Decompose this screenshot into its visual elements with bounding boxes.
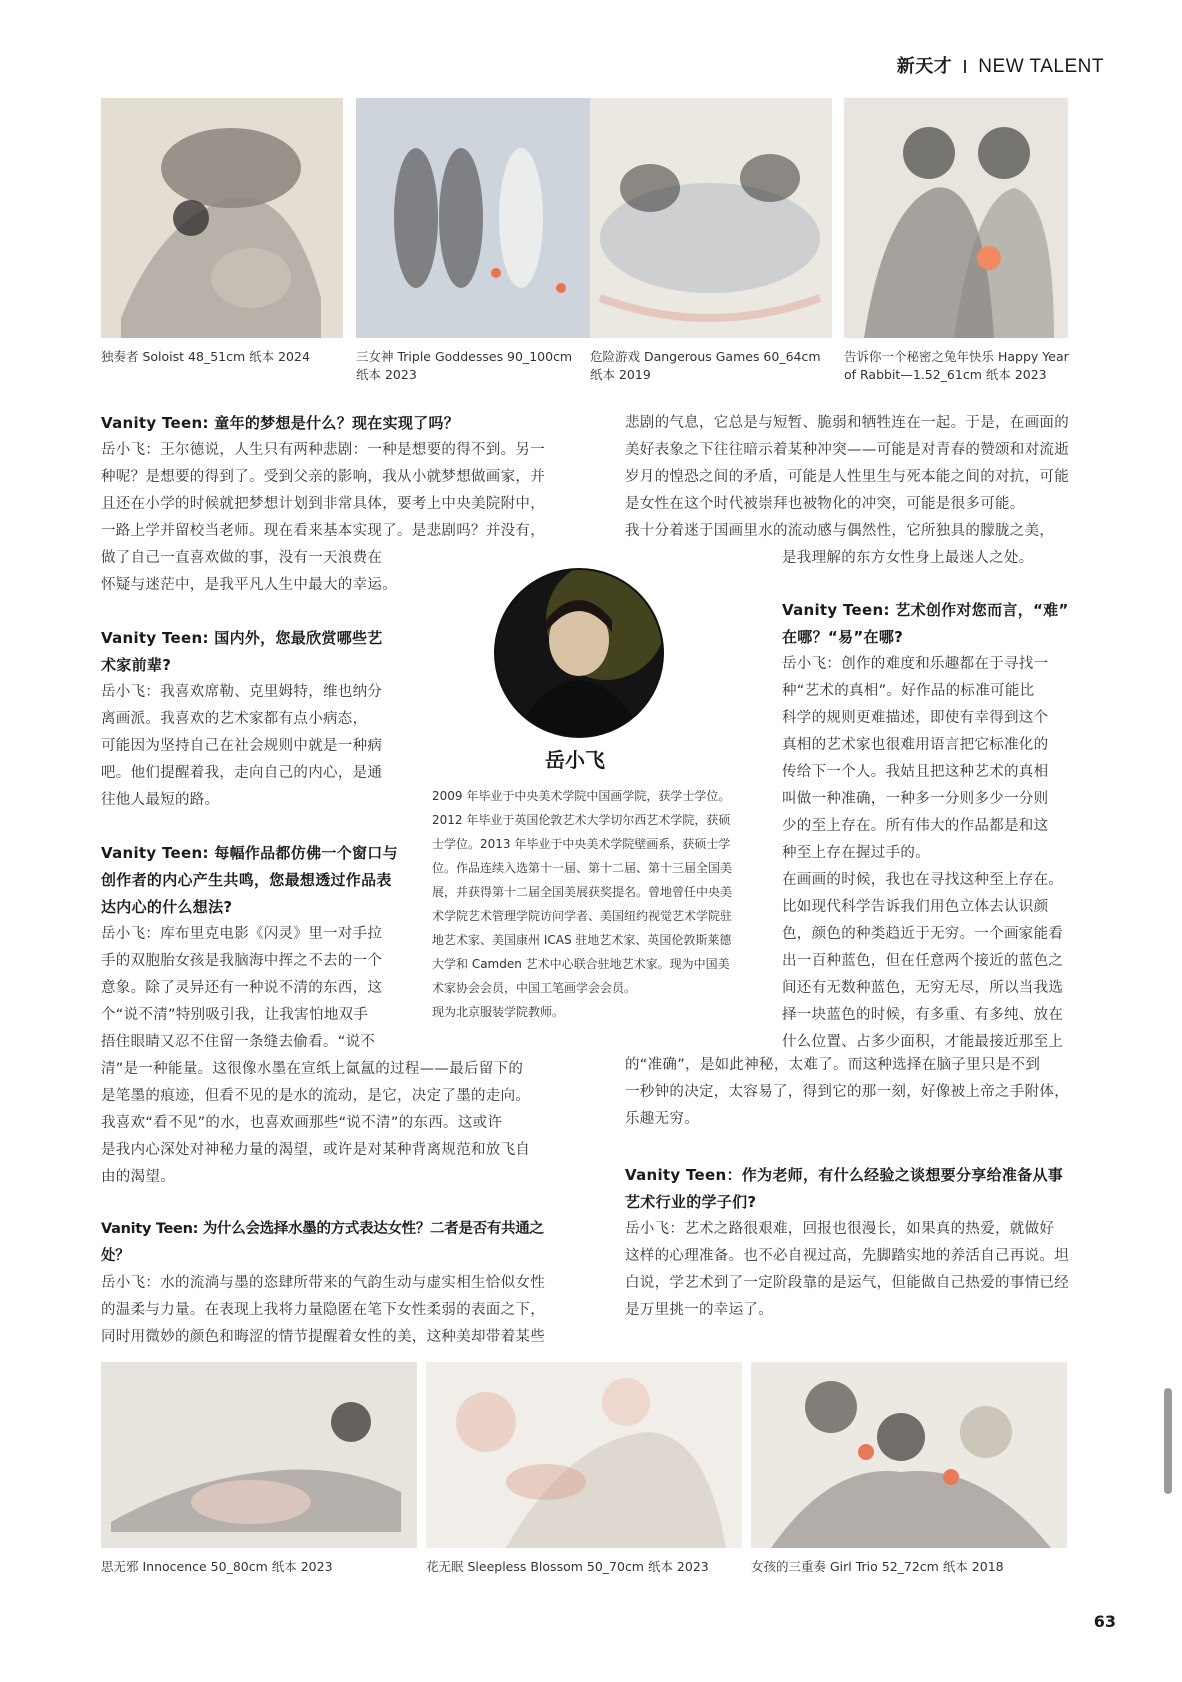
section-header xyxy=(897,52,1104,78)
artist-name: 岳小飞 xyxy=(545,748,605,772)
answer-line: 白说，学艺术到了一定阶段靠的是运气，但能做自己热爱的事情已经 xyxy=(625,1275,1069,1291)
answer-line: 由的渴望。 xyxy=(101,1169,175,1185)
artwork-dangerous-games xyxy=(590,98,832,338)
artwork-soloist xyxy=(101,98,343,338)
answer-line: 择一块蓝色的时候，有多重、有多纯、放在 xyxy=(782,1007,1064,1023)
bio-text: 2009 年毕业于中央美术学院中国画学院，获学士学位。2012 年毕业于英国伦敦艺术大学切尔西艺术学院，获硕士学位。2013 年毕业于中央美术学院壁画系，获硕士学位。作品连续入选第十一届、第十二届、第十三届全国美展，并获得第十二届全国美展获奖提名。曾地曾任中央美术学院艺术管理学院访问学者、美国纽约视觉艺术学院驻地艺术家、美国康州 ICAS 驻地艺术家、英国伦敦斯莱德大学和 Camden 艺术中心联合驻地艺术家。现为中国美术家协会会员，中国工笔画学会会员。 xyxy=(432,789,733,995)
question-favorite-artists: Vanity Teen: 国内外，您最欣赏哪些艺 xyxy=(101,629,383,647)
answer-line: 吧。他们提醒着我，走向自己的内心，是通 xyxy=(101,765,383,781)
bio-current-role: 现为北京服装学院教师。 xyxy=(432,1005,565,1019)
question-inner-thoughts: Vanity Teen: 每幅作品都仿佛一个窗口与 xyxy=(101,844,398,862)
answer-line: 真相的艺术家也很难用语言把它标准化的 xyxy=(782,737,1049,753)
answer-line: 意象。除了灵异还有一种说不清的东西，这 xyxy=(101,980,383,996)
qa-block-difficulty xyxy=(782,597,1082,1056)
artwork-triple-goddesses xyxy=(356,98,596,338)
answer-line: 乐趣无穷。 xyxy=(625,1111,699,1127)
qa-block-childhood xyxy=(101,410,561,599)
question-ink-and-women: Vanity Teen: 为什么会选择水墨的方式表达女性？二者是否有共通之处？ xyxy=(101,1221,544,1264)
answer-line: 悲剧的气息，它总是与短暂、脆弱和牺牲连在一起。于是，在画面的 xyxy=(625,415,1069,431)
question-inner-thoughts: 达内心的什么想法? xyxy=(101,898,233,916)
answer-line: 美好表象之下往往暗示着某种冲突——可能是对青春的赞颂和对流逝 xyxy=(625,442,1069,458)
answer-line: 这样的心理准备。也不必自视过高，先脚踏实地的养活自己再说。坦 xyxy=(625,1248,1069,1264)
answer-ink-and-women-cont xyxy=(625,410,1095,572)
question-advice: 艺术行业的学子们? xyxy=(625,1193,757,1211)
caption-triple-goddesses: 三女神 Triple Goddesses 90_100cm 纸本 2023 xyxy=(356,349,573,382)
answer-line: 比如现代科学告诉我们用色立体去认识颜 xyxy=(782,899,1049,915)
artwork-sleepless-blossom xyxy=(426,1362,742,1548)
artwork-happy-year-of-rabbit xyxy=(844,98,1068,338)
answer-line: 出一百种蓝色，但在任意两个接近的蓝色之 xyxy=(782,953,1064,969)
page-number: 63 xyxy=(1093,1612,1116,1631)
answer-line: 传给下一个人。我姑且把这种艺术的真相 xyxy=(782,764,1049,780)
caption-innocence: 思无邪 Innocence 50_80cm 纸本 2023 xyxy=(101,1559,333,1574)
question-difficulty: 在哪？“易”在哪? xyxy=(782,628,904,646)
question-advice: Vanity Teen：作为老师，有什么经验之谈想要分享给准备从事 xyxy=(625,1166,1064,1184)
caption-soloist: 独奏者 Soloist 48_51cm 纸本 2024 xyxy=(101,349,310,364)
answer-line: 什么位置、占多少面积，才能最接近那至上 xyxy=(782,1034,1064,1050)
qa-block-favorite-artists xyxy=(101,625,411,814)
qa-block-ink-and-women xyxy=(101,1216,571,1351)
answer-line: 往他人最短的路。 xyxy=(101,792,220,808)
answer-line: 且还在小学的时候就把梦想计划到非常具体，要考上中央美院附中， xyxy=(101,496,545,512)
answer-line: 岳小飞：库布里克电影《闪灵》里一对手拉 xyxy=(101,926,383,942)
answer-line: 岁月的惶恐之间的矛盾，可能是人性里生与死本能之间的对抗，可能 xyxy=(625,469,1069,485)
caption-girl-trio: 女孩的三重奏 Girl Trio 52_72cm 纸本 2018 xyxy=(751,1559,1004,1574)
answer-line: 是我理解的东方女性身上最迷人之处。 xyxy=(782,550,1034,566)
answer-line: 可能因为坚持自己在社会规则中就是一种病 xyxy=(101,738,383,754)
answer-line: 是女性在这个时代被崇拜也被物化的冲突，可能是很多可能。 xyxy=(625,496,1025,512)
answer-line: 叫做一种准确，一种多一分则多少一分则 xyxy=(782,791,1049,807)
answer-line: 少的至上存在。所有伟大的作品都是和这 xyxy=(782,818,1049,834)
artwork-girl-trio xyxy=(751,1362,1067,1548)
answer-line: 的“准确”，是如此神秘，太难了。而这种选择在脑子里只是不到 xyxy=(625,1057,1041,1073)
artwork-innocence xyxy=(101,1362,417,1548)
question-difficulty: Vanity Teen: 艺术创作对您而言，“难” xyxy=(782,601,1069,619)
answer-difficulty-cont xyxy=(625,1052,1095,1133)
answer-line: 在画画的时候，我也在寻找这种至上存在。 xyxy=(782,872,1064,888)
answer-line: 间还有无数种蓝色，无穷无尽，所以当我选 xyxy=(782,980,1064,996)
caption-happy-year-of-rabbit: 告诉你一个秘密之兔年快乐 Happy Year of Rabbit—1.52_61cm 纸本 2023 xyxy=(844,349,1069,382)
answer-line: 种“艺术的真相”。好作品的标准可能比 xyxy=(782,683,1035,699)
answer-line: 色，颜色的种类趋近于无穷。一个画家能看 xyxy=(782,926,1064,942)
artist-bio xyxy=(432,784,737,1024)
answer-line: 种呢？是想要的得到了。受到父亲的影响，我从小就梦想做画家，并 xyxy=(101,469,545,485)
answer-line: 岳小飞：艺术之路很艰难，回报也很漫长，如果真的热爱，就做好 xyxy=(625,1221,1055,1237)
caption-dangerous-games: 危险游戏 Dangerous Games 60_64cm 纸本 2019 xyxy=(590,349,821,382)
caption-sleepless-blossom: 花无眠 Sleepless Blossom 50_70cm 纸本 2023 xyxy=(426,1559,709,1574)
section-title-cn: 新天才 xyxy=(896,56,953,77)
answer-line: 怀疑与迷茫中，是我平凡人生中最大的幸运。 xyxy=(101,577,397,593)
answer-line: 科学的规则更难描述，即使有幸得到这个 xyxy=(782,710,1049,726)
answer-line: 同时用微妙的颜色和晦涩的情节提醒着女性的美，这种美却带着某些 xyxy=(101,1329,545,1345)
answer-line: 离画派。我喜欢的艺术家都有点小病态， xyxy=(101,711,368,727)
answer-line: 一秒钟的决定，太容易了，得到它的那一刻，好像被上帝之手附体， xyxy=(625,1084,1069,1100)
question-favorite-artists: 术家前辈? xyxy=(101,656,172,674)
question-childhood-dream: Vanity Teen: 童年的梦想是什么？现在实现了吗？ xyxy=(101,414,460,432)
answer-line: 做了自己一直喜欢做的事，没有一天浪费在 xyxy=(101,550,383,566)
answer-line: 我喜欢“看不见”的水，也喜欢画那些“说不清”的东西。这或许 xyxy=(101,1115,503,1131)
answer-line: 清”是一种能量。这很像水墨在宣纸上氤氲的过程——最后留下的 xyxy=(101,1061,524,1077)
answer-line: 是万里挑一的幸运了。 xyxy=(625,1302,773,1318)
question-inner-thoughts: 创作者的内心产生共鸣，您最想透过作品表 xyxy=(101,871,392,889)
answer-line: 手的双胞胎女孩是我脑海中挥之不去的一个 xyxy=(101,953,383,969)
answer-line: 是我内心深处对神秘力量的渴望，或许是对某种背离规范和放飞自 xyxy=(101,1142,531,1158)
answer-line: 岳小飞：我喜欢席勒、克里姆特，维也纳分 xyxy=(101,684,383,700)
answer-line: 捂住眼睛又忍不住留一条缝去偷看。“说不 xyxy=(101,1034,376,1050)
header-divider xyxy=(964,60,966,73)
answer-line: 岳小飞：水的流淌与墨的恣肆所带来的气韵生动与虚实相生恰似女性 xyxy=(101,1275,545,1291)
answer-line: 我十分着迷于国画里水的流动感与偶然性，它所独具的朦胧之美， xyxy=(625,523,1055,539)
scrollbar-thumb[interactable] xyxy=(1164,1388,1172,1494)
answer-line: 一路上学并留校当老师。现在看来基本实现了。是悲剧吗？并没有， xyxy=(101,523,545,539)
answer-line: 岳小飞：创作的难度和乐趣都在于寻找一 xyxy=(782,656,1049,672)
qa-block-advice xyxy=(625,1162,1095,1324)
answer-line: 的温柔与力量。在表现上我将力量隐匿在笔下女性柔弱的表面之下， xyxy=(101,1302,545,1318)
answer-line: 是笔墨的痕迹，但看不见的是水的流动，是它，决定了墨的走向。 xyxy=(101,1088,531,1104)
artist-portrait xyxy=(494,568,664,738)
answer-line: 岳小飞：王尔德说，人生只有两种悲剧：一种是想要的得不到。另一 xyxy=(101,442,545,458)
answer-line: 种至上存在握过手的。 xyxy=(782,845,930,861)
section-title-en: NEW TALENT xyxy=(978,56,1104,77)
answer-line: 个“说不清”特别吸引我，让我害怕地双手 xyxy=(101,1007,369,1023)
